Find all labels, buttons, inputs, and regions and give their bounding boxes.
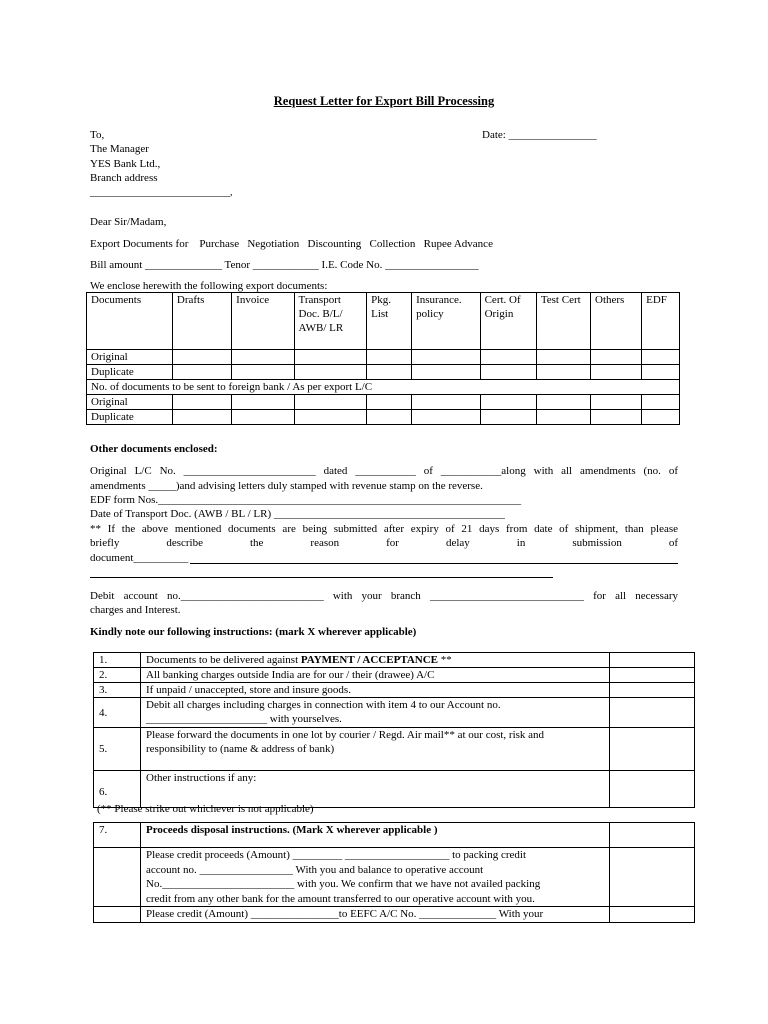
instruction-text-line: Debit all charges including charges in connection with item 4 to our Account no. xyxy=(146,699,501,711)
table-cell[interactable] xyxy=(591,365,642,380)
instruction-text-part: ** xyxy=(437,654,452,666)
instruction-text xyxy=(141,653,610,668)
instruction-row xyxy=(94,728,695,771)
table-cell[interactable] xyxy=(480,410,536,425)
blank-line xyxy=(190,563,678,564)
empty-cell xyxy=(94,907,141,923)
instruction-row xyxy=(94,668,695,683)
proceeds-heading: Proceeds disposal instructions. (Mark X wherever applicable ) xyxy=(141,823,610,848)
instruction-text-line: ______________________ with yourselves. xyxy=(146,713,342,725)
table-cell[interactable] xyxy=(172,365,231,380)
instructions-heading: Kindly note our following instructions: (mark X wherever applicable) xyxy=(90,626,417,638)
proceeds-table xyxy=(93,822,695,923)
instruction-text: Other instructions if any: xyxy=(141,771,610,808)
col-cert-origin: Cert. Of Origin xyxy=(480,293,536,350)
instruction-number: 3. xyxy=(94,683,141,698)
documents-table xyxy=(86,292,680,425)
table-cell[interactable] xyxy=(591,410,642,425)
table-cell[interactable] xyxy=(172,350,231,365)
instruction-text: All banking charges outside India are for our / their (drawee) A/C xyxy=(141,668,610,683)
col-pkg-list: Pkg. List xyxy=(367,293,412,350)
instruction-number: 6. xyxy=(94,771,141,808)
table-cell[interactable] xyxy=(172,395,231,410)
other-documents-heading: Other documents enclosed: xyxy=(90,443,218,455)
table-cell[interactable] xyxy=(412,350,481,365)
table-cell[interactable] xyxy=(591,350,642,365)
mark-cell[interactable] xyxy=(610,698,695,728)
table-cell[interactable] xyxy=(536,410,590,425)
mark-cell[interactable] xyxy=(610,848,695,907)
mark-cell[interactable] xyxy=(610,683,695,698)
charges-line: charges and Interest. xyxy=(90,604,181,616)
strike-out-note: (** Please strike out whichever is not applicable) xyxy=(97,803,314,815)
table-cell[interactable] xyxy=(294,410,367,425)
instructions-table xyxy=(93,652,695,808)
instruction-number: 2. xyxy=(94,668,141,683)
table-cell[interactable] xyxy=(642,365,680,380)
page-title: Request Letter for Export Bill Processing xyxy=(273,94,495,108)
table-cell[interactable] xyxy=(367,410,412,425)
col-invoice: Invoice xyxy=(232,293,294,350)
instruction-row xyxy=(94,653,695,668)
instruction-number: 5. xyxy=(94,728,141,771)
mark-cell[interactable] xyxy=(610,728,695,771)
table-header-row xyxy=(87,293,680,350)
proceeds-credit-eefc: Please credit (Amount) ________________to EEFC A/C No. ______________ With your xyxy=(141,907,610,923)
delay-note-line-3: document__________ xyxy=(90,552,189,564)
table-cell[interactable] xyxy=(480,365,536,380)
date-field: Date: ________________ xyxy=(482,129,597,141)
lc-line-2: amendments _____)and advising letters duly stamped with revenue stamp on the reverse. xyxy=(90,480,483,492)
instruction-row xyxy=(94,698,695,728)
edf-form-line: EDF form Nos.__________________________________________________________________ xyxy=(90,494,522,506)
mark-cell[interactable] xyxy=(610,653,695,668)
table-cell[interactable] xyxy=(480,350,536,365)
branch-address-line: ____________________________, xyxy=(90,187,233,198)
table-row xyxy=(87,350,680,365)
delay-note-line-1: ** If the above mentioned documents are being submitted after expiry of 21 days from date of shipment, than please xyxy=(90,523,678,535)
proceeds-text-line: credit from any other bank for the amount transferred to our operative account with you. xyxy=(146,892,535,905)
table-cell[interactable] xyxy=(232,395,294,410)
proceeds-text-line: Please credit proceeds (Amount) _________ ___________________ to packing credit xyxy=(146,849,527,861)
col-transport-doc: Transport Doc. B/L/ AWB/ LR xyxy=(294,293,367,350)
table-cell[interactable] xyxy=(480,395,536,410)
payment-acceptance-option: PAYMENT / ACCEPTANCE xyxy=(300,654,438,666)
col-edf: EDF xyxy=(642,293,680,350)
table-cell[interactable] xyxy=(294,350,367,365)
table-row xyxy=(87,365,680,380)
table-cell[interactable] xyxy=(642,350,680,365)
delay-note-line-2: briefly describe the reason for delay in submission of xyxy=(90,537,678,549)
table-cell[interactable] xyxy=(172,410,231,425)
table-cell[interactable] xyxy=(232,350,294,365)
export-documents-options: Export Documents for Purchase Negotiation Discounting Collection Rupee Advance xyxy=(90,238,493,250)
manager-line: The Manager xyxy=(90,143,149,155)
bank-name: YES Bank Ltd., xyxy=(90,158,161,170)
blank-line xyxy=(90,577,553,578)
row-label: Duplicate xyxy=(87,365,173,380)
transport-date-line: Date of Transport Doc. (AWB / BL / LR) __________________________________________ xyxy=(90,508,505,520)
row-label: Original xyxy=(87,395,173,410)
proceeds-credit-packing xyxy=(141,848,610,907)
table-cell[interactable] xyxy=(412,365,481,380)
to-line: To, xyxy=(90,129,105,141)
instruction-text: If unpaid / unaccepted, store and insure goods. xyxy=(141,683,610,698)
mark-cell[interactable] xyxy=(610,907,695,923)
instruction-text-part: Documents to be delivered against xyxy=(146,654,301,666)
mark-cell[interactable] xyxy=(610,771,695,808)
table-cell[interactable] xyxy=(232,365,294,380)
instruction-text-line: responsibility to (name & address of bank) xyxy=(146,743,335,755)
table-cell[interactable] xyxy=(367,395,412,410)
table-cell[interactable] xyxy=(367,350,412,365)
instruction-text-line: Please forward the documents in one lot by courier / Regd. Air mail** at our cost, risk and xyxy=(146,729,545,741)
row-label: Duplicate xyxy=(87,410,173,425)
mark-cell[interactable] xyxy=(610,668,695,683)
instruction-number: 4. xyxy=(94,698,141,728)
table-cell[interactable] xyxy=(536,350,590,365)
proceeds-number: 7. xyxy=(94,823,141,848)
proceeds-text-line: No.________________________ with you. We confirm that we have not availed packing xyxy=(146,878,541,890)
bill-amount-line: Bill amount ______________ Tenor ____________ I.E. Code No. _________________ xyxy=(90,259,479,271)
proceeds-header-row xyxy=(94,823,695,848)
table-cell[interactable] xyxy=(591,395,642,410)
branch-address: Branch address xyxy=(90,172,158,184)
debit-account-line: Debit account no.__________________________ with your branch ____________________________ for all necessary xyxy=(90,590,678,602)
mark-cell[interactable] xyxy=(610,823,695,848)
table-cell[interactable] xyxy=(294,395,367,410)
salutation: Dear Sir/Madam, xyxy=(90,216,167,228)
proceeds-row xyxy=(94,907,695,923)
foreign-bank-row: No. of documents to be sent to foreign bank / As per export L/C xyxy=(87,380,680,395)
lc-line-1: Original L/C No. ________________________ dated ___________ of ___________along with all amendments (no. of xyxy=(90,465,678,477)
instruction-text xyxy=(141,728,610,771)
col-drafts: Drafts xyxy=(172,293,231,350)
table-cell[interactable] xyxy=(536,395,590,410)
col-others: Others xyxy=(591,293,642,350)
table-cell[interactable] xyxy=(536,365,590,380)
row-label: Original xyxy=(87,350,173,365)
instruction-text xyxy=(141,698,610,728)
instruction-row xyxy=(94,683,695,698)
table-cell[interactable] xyxy=(294,365,367,380)
empty-cell xyxy=(94,848,141,907)
instruction-number: 1. xyxy=(94,653,141,668)
col-insurance-policy: Insurance. policy xyxy=(412,293,481,350)
col-test-cert: Test Cert xyxy=(536,293,590,350)
table-row xyxy=(87,395,680,410)
table-row xyxy=(87,410,680,425)
table-cell[interactable] xyxy=(232,410,294,425)
table-cell[interactable] xyxy=(412,410,481,425)
table-cell[interactable] xyxy=(412,395,481,410)
proceeds-row xyxy=(94,848,695,907)
table-row xyxy=(87,380,680,395)
table-cell[interactable] xyxy=(642,410,680,425)
proceeds-text-line: account no. _________________ With you and balance to operative account xyxy=(146,863,484,876)
table-cell[interactable] xyxy=(367,365,412,380)
table-cell[interactable] xyxy=(642,395,680,410)
col-documents: Documents xyxy=(87,293,173,350)
enclose-line: We enclose herewith the following export documents: xyxy=(90,280,328,292)
